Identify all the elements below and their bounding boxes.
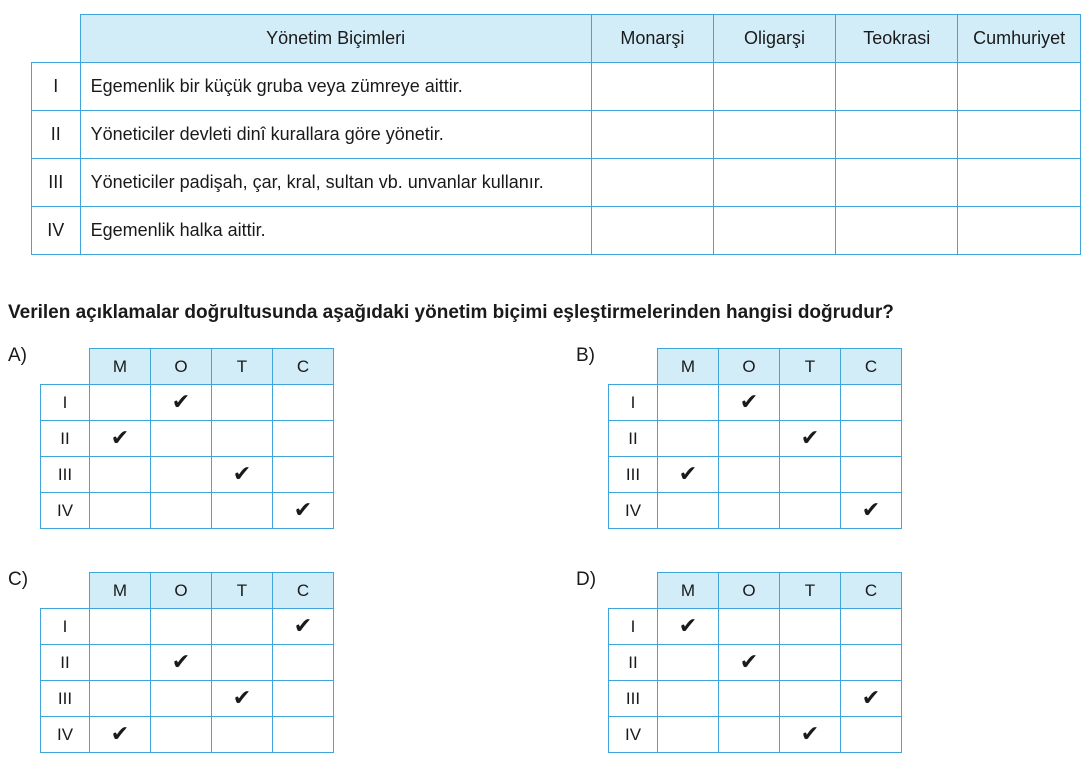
option-label[interactable]: A): [8, 345, 27, 366]
grid-row-label: III: [609, 681, 658, 717]
grid-cell: [841, 421, 902, 457]
row-description: Egemenlik bir küçük gruba veya zümreye aittir.: [80, 63, 591, 111]
header-yonetim-bicimleri: Yönetim Biçimleri: [80, 15, 591, 63]
grid-row: [41, 609, 334, 645]
option-grid: [40, 572, 334, 753]
grid-cell: [151, 681, 212, 717]
grid-row-label: II: [609, 645, 658, 681]
grid-row-label: II: [41, 645, 90, 681]
table-header-row: [32, 15, 1081, 63]
grid-cell: [151, 457, 212, 493]
option-label[interactable]: D): [576, 569, 597, 590]
question-text: Verilen açıklamalar doğrultusunda aşağıdaki yönetim biçimi eşleştirmelerinden hangisi doğrudur?: [8, 302, 894, 323]
grid-row-label: III: [41, 681, 90, 717]
header-monarsi: Monarşi: [591, 15, 713, 63]
grid-cell: [273, 421, 334, 457]
grid-corner: [41, 349, 90, 385]
grid-cell-checked: [780, 421, 841, 457]
grid-row: [609, 645, 902, 681]
grid-row-label: II: [609, 421, 658, 457]
grid-row: [609, 421, 902, 457]
empty-cell: [958, 63, 1081, 111]
grid-row-label: III: [609, 457, 658, 493]
header-teokrasi: Teokrasi: [836, 15, 958, 63]
grid-row: [41, 717, 334, 753]
grid-cell: [273, 717, 334, 753]
empty-cell: [958, 111, 1081, 159]
grid-cell: [212, 493, 273, 529]
grid-cell-checked: [212, 457, 273, 493]
grid-row: [41, 421, 334, 457]
check-icon: ✔: [171, 649, 191, 674]
grid-column-header: T: [780, 573, 841, 609]
grid-row-label: I: [609, 609, 658, 645]
grid-cell: [658, 681, 719, 717]
grid-corner: [609, 573, 658, 609]
grid-column-header: T: [780, 349, 841, 385]
grid-cell-checked: [90, 717, 151, 753]
grid-column-header: M: [658, 349, 719, 385]
grid-column-header: C: [841, 573, 902, 609]
grid-cell-checked: [90, 421, 151, 457]
grid-cell-checked: [719, 385, 780, 421]
grid-cell: [658, 717, 719, 753]
grid-column-header: O: [719, 349, 780, 385]
grid-cell-checked: [719, 645, 780, 681]
grid-row: [609, 717, 902, 753]
check-icon: ✔: [110, 721, 130, 746]
grid-row: [609, 457, 902, 493]
grid-header-row: [41, 349, 334, 385]
grid-row-label: I: [41, 385, 90, 421]
check-icon: ✔: [171, 389, 191, 414]
check-icon: ✔: [739, 389, 759, 414]
grid-column-header: T: [212, 573, 273, 609]
grid-cell: [212, 385, 273, 421]
option-label[interactable]: B): [576, 345, 595, 366]
empty-cell: [713, 111, 835, 159]
grid-row-label: IV: [609, 493, 658, 529]
empty-cell: [713, 207, 835, 255]
grid-cell: [780, 645, 841, 681]
matching-table: [31, 14, 1081, 255]
check-icon: ✔: [739, 649, 759, 674]
grid-cell: [780, 385, 841, 421]
option-label[interactable]: C): [8, 569, 29, 590]
grid-cell: [273, 645, 334, 681]
grid-row: [41, 457, 334, 493]
grid-cell: [719, 717, 780, 753]
grid-cell-checked: [841, 493, 902, 529]
grid-cell: [212, 609, 273, 645]
grid-cell: [212, 717, 273, 753]
empty-cell: [591, 159, 713, 207]
grid-cell: [841, 717, 902, 753]
grid-column-header: O: [151, 349, 212, 385]
grid-cell-checked: [212, 681, 273, 717]
empty-cell: [958, 207, 1081, 255]
grid-cell: [780, 609, 841, 645]
grid-row-label: III: [41, 457, 90, 493]
grid-column-header: M: [658, 573, 719, 609]
grid-cell-checked: [273, 609, 334, 645]
header-cumhuriyet: Cumhuriyet: [958, 15, 1081, 63]
grid-row-label: II: [41, 421, 90, 457]
grid-cell: [273, 457, 334, 493]
grid-cell: [90, 493, 151, 529]
grid-row: [41, 681, 334, 717]
grid-row-label: I: [41, 609, 90, 645]
grid-cell: [212, 421, 273, 457]
grid-cell: [90, 385, 151, 421]
grid-column-header: C: [273, 573, 334, 609]
check-icon: ✔: [800, 425, 820, 450]
grid-cell: [719, 457, 780, 493]
check-icon: ✔: [861, 497, 881, 522]
grid-cell: [719, 609, 780, 645]
grid-cell: [90, 457, 151, 493]
grid-cell: [841, 385, 902, 421]
grid-cell-checked: [273, 493, 334, 529]
corner-cell: [32, 15, 81, 63]
table-row: [32, 207, 1081, 255]
grid-cell: [90, 681, 151, 717]
grid-cell: [151, 609, 212, 645]
grid-cell: [658, 385, 719, 421]
grid-row: [609, 681, 902, 717]
grid-cell: [151, 717, 212, 753]
empty-cell: [591, 207, 713, 255]
grid-cell: [90, 645, 151, 681]
empty-cell: [836, 63, 958, 111]
row-number: I: [32, 63, 81, 111]
grid-row-label: IV: [41, 717, 90, 753]
grid-cell: [273, 385, 334, 421]
grid-column-header: M: [90, 573, 151, 609]
grid-cell: [780, 493, 841, 529]
grid-row: [41, 645, 334, 681]
grid-cell: [841, 645, 902, 681]
grid-cell: [719, 421, 780, 457]
grid-cell-checked: [658, 609, 719, 645]
grid-row-label: I: [609, 385, 658, 421]
grid-cell: [212, 645, 273, 681]
row-number: II: [32, 111, 81, 159]
grid-cell: [658, 645, 719, 681]
grid-cell: [151, 421, 212, 457]
empty-cell: [713, 159, 835, 207]
grid-cell-checked: [151, 645, 212, 681]
row-description: Yöneticiler devleti dinî kurallara göre yönetir.: [80, 111, 591, 159]
check-icon: ✔: [232, 461, 252, 486]
option-grid: [40, 348, 334, 529]
grid-column-header: M: [90, 349, 151, 385]
grid-corner: [609, 349, 658, 385]
grid-column-header: T: [212, 349, 273, 385]
grid-column-header: O: [151, 573, 212, 609]
check-icon: ✔: [800, 721, 820, 746]
row-number: III: [32, 159, 81, 207]
header-oligarsi: Oligarşi: [713, 15, 835, 63]
grid-row: [41, 385, 334, 421]
grid-cell: [719, 493, 780, 529]
grid-cell: [841, 609, 902, 645]
grid-cell: [780, 457, 841, 493]
grid-cell-checked: [841, 681, 902, 717]
grid-corner: [41, 573, 90, 609]
empty-cell: [591, 63, 713, 111]
option-grid: [608, 348, 902, 529]
grid-row-label: IV: [609, 717, 658, 753]
grid-row: [609, 493, 902, 529]
table-row: [32, 159, 1081, 207]
check-icon: ✔: [293, 497, 313, 522]
grid-cell-checked: [658, 457, 719, 493]
grid-header-row: [609, 349, 902, 385]
grid-row: [41, 493, 334, 529]
check-icon: ✔: [861, 685, 881, 710]
empty-cell: [836, 159, 958, 207]
grid-cell: [719, 681, 780, 717]
grid-column-header: O: [719, 573, 780, 609]
check-icon: ✔: [232, 685, 252, 710]
grid-cell: [841, 457, 902, 493]
grid-row: [609, 609, 902, 645]
empty-cell: [591, 111, 713, 159]
empty-cell: [713, 63, 835, 111]
row-number: IV: [32, 207, 81, 255]
grid-cell: [151, 493, 212, 529]
check-icon: ✔: [678, 461, 698, 486]
empty-cell: [958, 159, 1081, 207]
grid-cell: [780, 681, 841, 717]
grid-cell: [658, 493, 719, 529]
grid-row: [609, 385, 902, 421]
grid-column-header: C: [841, 349, 902, 385]
table-row: [32, 63, 1081, 111]
check-icon: ✔: [293, 613, 313, 638]
grid-cell-checked: [780, 717, 841, 753]
grid-column-header: C: [273, 349, 334, 385]
grid-cell: [273, 681, 334, 717]
grid-row-label: IV: [41, 493, 90, 529]
grid-cell-checked: [151, 385, 212, 421]
empty-cell: [836, 207, 958, 255]
grid-header-row: [609, 573, 902, 609]
grid-cell: [90, 609, 151, 645]
grid-header-row: [41, 573, 334, 609]
check-icon: ✔: [110, 425, 130, 450]
row-description: Yöneticiler padişah, çar, kral, sultan vb. unvanlar kullanır.: [80, 159, 591, 207]
option-grid: [608, 572, 902, 753]
table-row: [32, 111, 1081, 159]
grid-cell: [658, 421, 719, 457]
check-icon: ✔: [678, 613, 698, 638]
row-description: Egemenlik halka aittir.: [80, 207, 591, 255]
empty-cell: [836, 111, 958, 159]
